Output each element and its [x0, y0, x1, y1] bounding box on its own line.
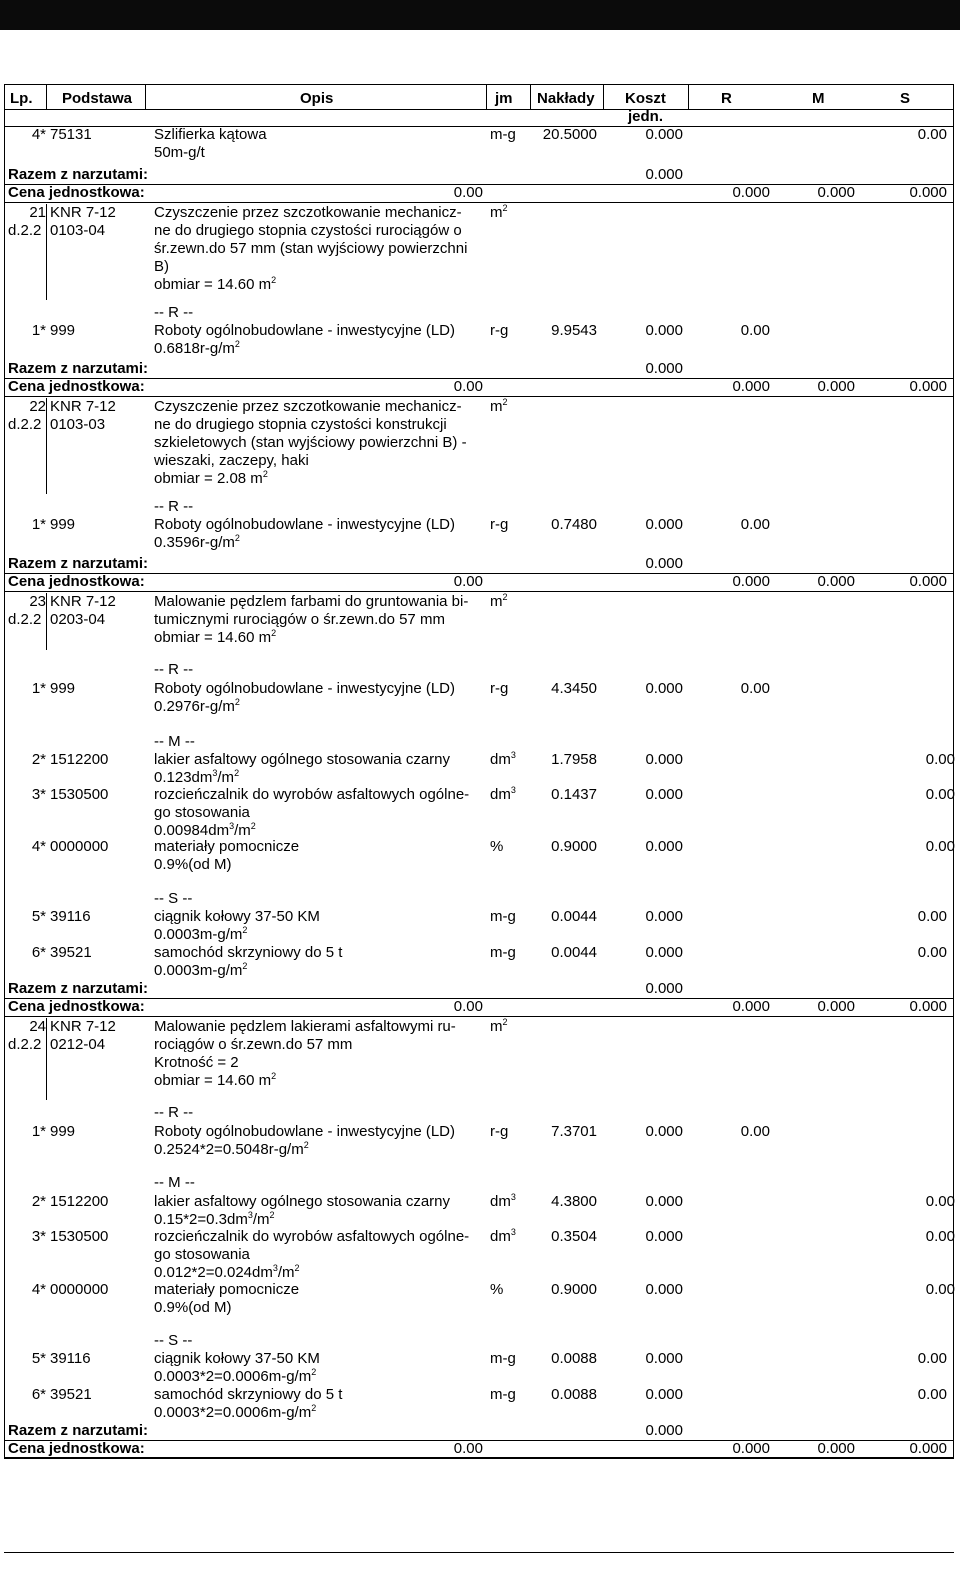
item-m: 0.00: [925, 751, 955, 768]
cena-rule: [4, 591, 954, 592]
pos-opis-line: obmiar = 14.60 $m^2$: [154, 628, 277, 646]
item-naklady: 0.9000: [551, 838, 597, 855]
item-naklady: 20.5000: [542, 126, 597, 143]
section-s_sec: -- S --: [154, 1332, 193, 1349]
col-m: M: [812, 90, 825, 107]
item-norm: $0.2524*2=0.5048r-g/m^2$: [154, 1140, 309, 1158]
item-naklady: 0.0044: [551, 908, 597, 925]
item-koszt: 0.000: [645, 908, 683, 925]
item-norm: $0.2976r-g/m^2$: [154, 697, 240, 715]
cena-label: Cena jednostkowa:: [8, 378, 145, 395]
col-naklady: Nakłady: [537, 90, 595, 107]
pos-podstawa: KNR 7-12: [50, 593, 116, 610]
item-opis: ciągnik kołowy 37-50 KM: [154, 908, 320, 925]
item-podstawa: 1512200: [50, 751, 109, 768]
pos-podstawa: KNR 7-12: [50, 398, 116, 415]
item-podstawa: 0000000: [50, 1281, 109, 1298]
item-lp: 2*: [31, 751, 46, 768]
vl-pos-lp: [46, 204, 47, 300]
pos-opis-line: Malowanie pędzlem farbami do gruntowania bi-: [154, 593, 469, 610]
item-koszt: 0.000: [645, 1193, 683, 1210]
item-lp: 1*: [31, 1123, 46, 1140]
cena-rule: [4, 1016, 954, 1017]
item-jm: m-g: [490, 908, 516, 925]
section-s_sec: -- S --: [154, 890, 193, 907]
pos-opis-line: obmiar = 14.60 $m^2$: [154, 1071, 277, 1089]
item-podstawa: 39521: [50, 1386, 92, 1403]
item-m: 0.00: [925, 786, 955, 803]
pos-opis-line: rociągów o śr.zewn.do 57 mm: [154, 1036, 353, 1053]
item-jm: %: [490, 838, 504, 855]
item-lp: 1*: [31, 680, 46, 697]
item-jm: $dm^3$: [490, 1227, 516, 1245]
col-jm: jm: [495, 90, 513, 107]
cena-m: 0.000: [817, 378, 855, 395]
item-s: 0.00: [917, 908, 947, 925]
item-podstawa: 39521: [50, 944, 92, 961]
item-lp: 5*: [31, 908, 46, 925]
item-r: 0.00: [740, 322, 770, 339]
item-koszt: 0.000: [645, 680, 683, 697]
cena-r: 0.000: [732, 573, 770, 590]
pos-opis-line: Czyszczenie przez szczotkowanie mechanicz-: [154, 204, 462, 221]
pos-podstawa-2: 0212-04: [50, 1036, 106, 1053]
cena-s: 0.000: [909, 378, 947, 395]
cena-rule: [4, 1458, 954, 1459]
cena-s: 0.000: [909, 573, 947, 590]
item-podstawa: 75131: [50, 126, 92, 143]
item-norm: $0.0003*2=0.0006m-g/m^2$: [154, 1367, 317, 1385]
item-podstawa: 1530500: [50, 1228, 109, 1245]
section-r_sec: -- R --: [154, 498, 194, 515]
pos-jm: $m^2$: [490, 1017, 508, 1035]
item-podstawa: 0000000: [50, 838, 109, 855]
item-opis: ciągnik kołowy 37-50 KM: [154, 1350, 320, 1367]
col-podstawa: Podstawa: [62, 90, 133, 107]
item-jm: m-g: [490, 126, 516, 143]
item-opis: Szlifierka kątowa: [154, 126, 267, 143]
pos-number: 24: [29, 1018, 46, 1035]
cena-r: 0.000: [732, 184, 770, 201]
pos-opis-line: szkieletowych (stan wyjściowy powierzchni B) -: [154, 434, 467, 451]
col-koszt-jedn: jedn.: [628, 108, 664, 125]
item-podstawa: 1530500: [50, 786, 109, 803]
razem-label: Razem z narzutami:: [8, 555, 149, 572]
pos-podstawa-2: 0103-04: [50, 222, 106, 239]
item-opis: rozcieńczalnik do wyrobów asfaltowych ogólne-: [154, 786, 470, 803]
razem-value: 0.000: [645, 555, 683, 572]
item-koszt: 0.000: [645, 1228, 683, 1245]
item-opis: materiały pomocnicze: [154, 1281, 300, 1298]
item-lp: 6*: [31, 1386, 46, 1403]
pos-jm: $m^2$: [490, 203, 508, 221]
item-opis: Roboty ogólnobudowlane - inwestycyjne (LD): [154, 680, 455, 697]
item-jm: r-g: [490, 1123, 509, 1140]
pos-podstawa: KNR 7-12: [50, 204, 116, 221]
cena-value: 0.00: [453, 378, 483, 395]
razem-value: 0.000: [645, 980, 683, 997]
item-opis-2: go stosowania: [154, 804, 250, 821]
footer-rule: [4, 1552, 954, 1553]
item-lp: 4*: [31, 1281, 46, 1298]
item-jm: $dm^3$: [490, 750, 516, 768]
item-podstawa: 999: [50, 322, 76, 339]
pos-dzial: d.2.2: [8, 222, 42, 239]
pos-opis-line: Malowanie pędzlem lakierami asfaltowymi ru-: [154, 1018, 456, 1035]
cena-r: 0.000: [732, 998, 770, 1015]
item-koszt: 0.000: [645, 751, 683, 768]
item-r: 0.00: [740, 1123, 770, 1140]
item-norm: $0.0003m-g/m^2$: [154, 961, 248, 979]
header-rule-2: [4, 126, 954, 127]
pos-opis-line: obmiar = 2.08 $m^2$: [154, 469, 268, 487]
item-jm: m-g: [490, 944, 516, 961]
cena-s: 0.000: [909, 998, 947, 1015]
section-m_sec: -- M --: [154, 733, 195, 750]
item-norm: 50m-g/t: [154, 144, 205, 161]
item-jm: r-g: [490, 680, 509, 697]
item-s: 0.00: [917, 944, 947, 961]
item-opis: materiały pomocnicze: [154, 838, 300, 855]
cena-label: Cena jednostkowa:: [8, 1440, 145, 1457]
vl-pos-lp: [46, 398, 47, 494]
pos-number: 22: [29, 398, 46, 415]
cost-table: [4, 84, 954, 1458]
cena-r: 0.000: [732, 378, 770, 395]
pos-opis-line: Czyszczenie przez szczotkowanie mechanicz-: [154, 398, 462, 415]
pos-number: 23: [29, 593, 46, 610]
cena-rule: [4, 202, 954, 203]
item-naklady: 0.1437: [551, 786, 597, 803]
cena-m: 0.000: [817, 184, 855, 201]
item-jm: m-g: [490, 1350, 516, 1367]
cena-m: 0.000: [817, 998, 855, 1015]
item-podstawa: 1512200: [50, 1193, 109, 1210]
item-opis: lakier asfaltowy ogólnego stosowania czarny: [154, 1193, 450, 1210]
vl-koszt: [688, 84, 689, 109]
item-m: 0.00: [925, 838, 955, 855]
item-r: 0.00: [740, 680, 770, 697]
item-koszt: 0.000: [645, 1281, 683, 1298]
item-lp: 3*: [31, 786, 46, 803]
razem-label: Razem z narzutami:: [8, 980, 149, 997]
item-podstawa: 999: [50, 516, 76, 533]
vl-lp: [46, 84, 47, 109]
item-m: 0.00: [925, 1193, 955, 1210]
item-norm: $0.15*2=0.3dm^3/m^2$: [154, 1210, 275, 1228]
section-m_sec: -- M --: [154, 1174, 195, 1191]
vl-pos-lp: [46, 1018, 47, 1100]
pos-number: 21: [29, 204, 46, 221]
item-podstawa: 39116: [50, 1350, 91, 1367]
pos-podstawa-2: 0103-03: [50, 416, 106, 433]
section-r_sec: -- R --: [154, 304, 194, 321]
col-r: R: [721, 90, 732, 107]
item-koszt: 0.000: [645, 1350, 683, 1367]
item-koszt: 0.000: [645, 126, 683, 143]
razem-label: Razem z narzutami:: [8, 1422, 149, 1439]
section-r_sec: -- R --: [154, 661, 194, 678]
item-s: 0.00: [917, 1386, 947, 1403]
item-koszt: 0.000: [645, 1386, 683, 1403]
item-m: 0.00: [925, 1228, 955, 1245]
item-norm: $0.0003m-g/m^2$: [154, 925, 248, 943]
item-naklady: 0.7480: [551, 516, 597, 533]
cena-value: 0.00: [453, 184, 483, 201]
item-opis: Roboty ogólnobudowlane - inwestycyjne (LD): [154, 516, 455, 533]
item-opis: samochód skrzyniowy do 5 t: [154, 1386, 343, 1403]
item-podstawa: 39116: [50, 908, 91, 925]
item-naklady: 4.3450: [551, 680, 597, 697]
item-koszt: 0.000: [645, 838, 683, 855]
item-jm: %: [490, 1281, 504, 1298]
cena-r: 0.000: [732, 1440, 770, 1457]
cena-label: Cena jednostkowa:: [8, 998, 145, 1015]
item-opis: lakier asfaltowy ogólnego stosowania czarny: [154, 751, 450, 768]
pos-opis-line: wieszaki, zaczepy, haki: [154, 452, 309, 469]
item-naklady: 0.0088: [551, 1386, 597, 1403]
cena-value: 0.00: [453, 1440, 483, 1457]
pos-jm: $m^2$: [490, 592, 508, 610]
vl-jm: [530, 84, 531, 109]
pos-opis-line: ne do drugiego stopnia czystości konstrukcji: [154, 416, 447, 433]
cena-rule: [4, 396, 954, 397]
razem-value: 0.000: [645, 166, 683, 183]
item-koszt: 0.000: [645, 944, 683, 961]
item-jm: $dm^3$: [490, 785, 516, 803]
item-norm: $0.00984dm^3/m^2$: [154, 821, 256, 839]
pos-dzial: d.2.2: [8, 611, 42, 628]
cena-m: 0.000: [817, 1440, 855, 1457]
item-lp: 1*: [31, 516, 46, 533]
item-jm: m-g: [490, 1386, 516, 1403]
item-norm: $0.3596r-g/m^2$: [154, 533, 240, 551]
section-r_sec: -- R --: [154, 1104, 194, 1121]
cena-s: 0.000: [909, 1440, 947, 1457]
razem-value: 0.000: [645, 1422, 683, 1439]
cena-label: Cena jednostkowa:: [8, 184, 145, 201]
item-norm: 0.9%(od M): [154, 856, 232, 873]
pos-opis-line: tumicznymi rurociągów o śr.zewn.do 57 mm: [154, 611, 445, 628]
item-koszt: 0.000: [645, 322, 683, 339]
item-norm: $0.0003*2=0.0006m-g/m^2$: [154, 1403, 317, 1421]
item-jm: $dm^3$: [490, 1192, 516, 1210]
item-naklady: 4.3800: [551, 1193, 597, 1210]
cena-value: 0.00: [453, 573, 483, 590]
item-lp: 6*: [31, 944, 46, 961]
item-norm: 0.9%(od M): [154, 1299, 232, 1316]
item-naklady: 9.9543: [551, 322, 597, 339]
cena-s: 0.000: [909, 184, 947, 201]
pos-podstawa: KNR 7-12: [50, 1018, 116, 1035]
item-jm: r-g: [490, 516, 509, 533]
col-lp: Lp.: [10, 90, 33, 107]
item-opis-2: go stosowania: [154, 1246, 250, 1263]
item-naklady: 7.3701: [551, 1123, 597, 1140]
col-s: S: [900, 90, 911, 107]
item-naklady: 0.3504: [551, 1228, 597, 1245]
item-lp: 4*: [31, 838, 46, 855]
vl-pos-lp: [46, 593, 47, 650]
item-koszt: 0.000: [645, 1123, 683, 1140]
pos-opis-line: ne do drugiego stopnia czystości rurociągów o: [154, 222, 462, 239]
item-m: 0.00: [925, 1281, 955, 1298]
cena-label: Cena jednostkowa:: [8, 573, 145, 590]
cena-value: 0.00: [453, 998, 483, 1015]
item-opis: Roboty ogólnobudowlane - inwestycyjne (LD): [154, 1123, 455, 1140]
item-lp: 5*: [31, 1350, 46, 1367]
item-koszt: 0.000: [645, 516, 683, 533]
razem-label: Razem z narzutami:: [8, 166, 149, 183]
item-naklady: 0.0088: [551, 1350, 597, 1367]
vl-podstawa: [145, 84, 146, 109]
col-koszt: Koszt: [625, 90, 666, 107]
vl-naklady: [603, 84, 604, 109]
item-r: 0.00: [740, 516, 770, 533]
item-lp: 1*: [31, 322, 46, 339]
header-rule: [4, 109, 954, 110]
pos-dzial: d.2.2: [8, 1036, 42, 1053]
item-lp: 4*: [31, 126, 46, 143]
item-opis: rozcieńczalnik do wyrobów asfaltowych ogólne-: [154, 1228, 470, 1245]
item-norm: $0.123dm^3/m^2$: [154, 768, 240, 786]
document-header: [0, 0, 960, 30]
item-podstawa: 999: [50, 1123, 76, 1140]
item-opis: samochód skrzyniowy do 5 t: [154, 944, 343, 961]
razem-label: Razem z narzutami:: [8, 360, 149, 377]
item-koszt: 0.000: [645, 786, 683, 803]
pos-jm: $m^2$: [490, 397, 508, 415]
item-lp: 3*: [31, 1228, 46, 1245]
item-norm: $0.6818r-g/m^2$: [154, 339, 240, 357]
pos-dzial: d.2.2: [8, 416, 42, 433]
item-naklady: 0.9000: [551, 1281, 597, 1298]
item-s: 0.00: [917, 1350, 947, 1367]
item-s: 0.00: [917, 126, 947, 143]
item-naklady: 0.0044: [551, 944, 597, 961]
pos-opis-line: śr.zewn.do 57 mm (stan wyjściowy powierzchni: [154, 240, 468, 257]
razem-value: 0.000: [645, 360, 683, 377]
item-podstawa: 999: [50, 680, 76, 697]
col-opis: Opis: [300, 90, 334, 107]
pos-opis-line: Krotność = 2: [154, 1054, 239, 1071]
pos-podstawa-2: 0203-04: [50, 611, 106, 628]
cena-m: 0.000: [817, 573, 855, 590]
pos-opis-line: obmiar = 14.60 $m^2$: [154, 275, 277, 293]
item-lp: 2*: [31, 1193, 46, 1210]
item-naklady: 1.7958: [551, 751, 597, 768]
pos-opis-line: B): [154, 258, 169, 275]
item-opis: Roboty ogólnobudowlane - inwestycyjne (LD): [154, 322, 455, 339]
item-jm: r-g: [490, 322, 509, 339]
vl-opis: [486, 84, 487, 109]
item-norm: $0.012*2=0.024dm^3/m^2$: [154, 1263, 300, 1281]
